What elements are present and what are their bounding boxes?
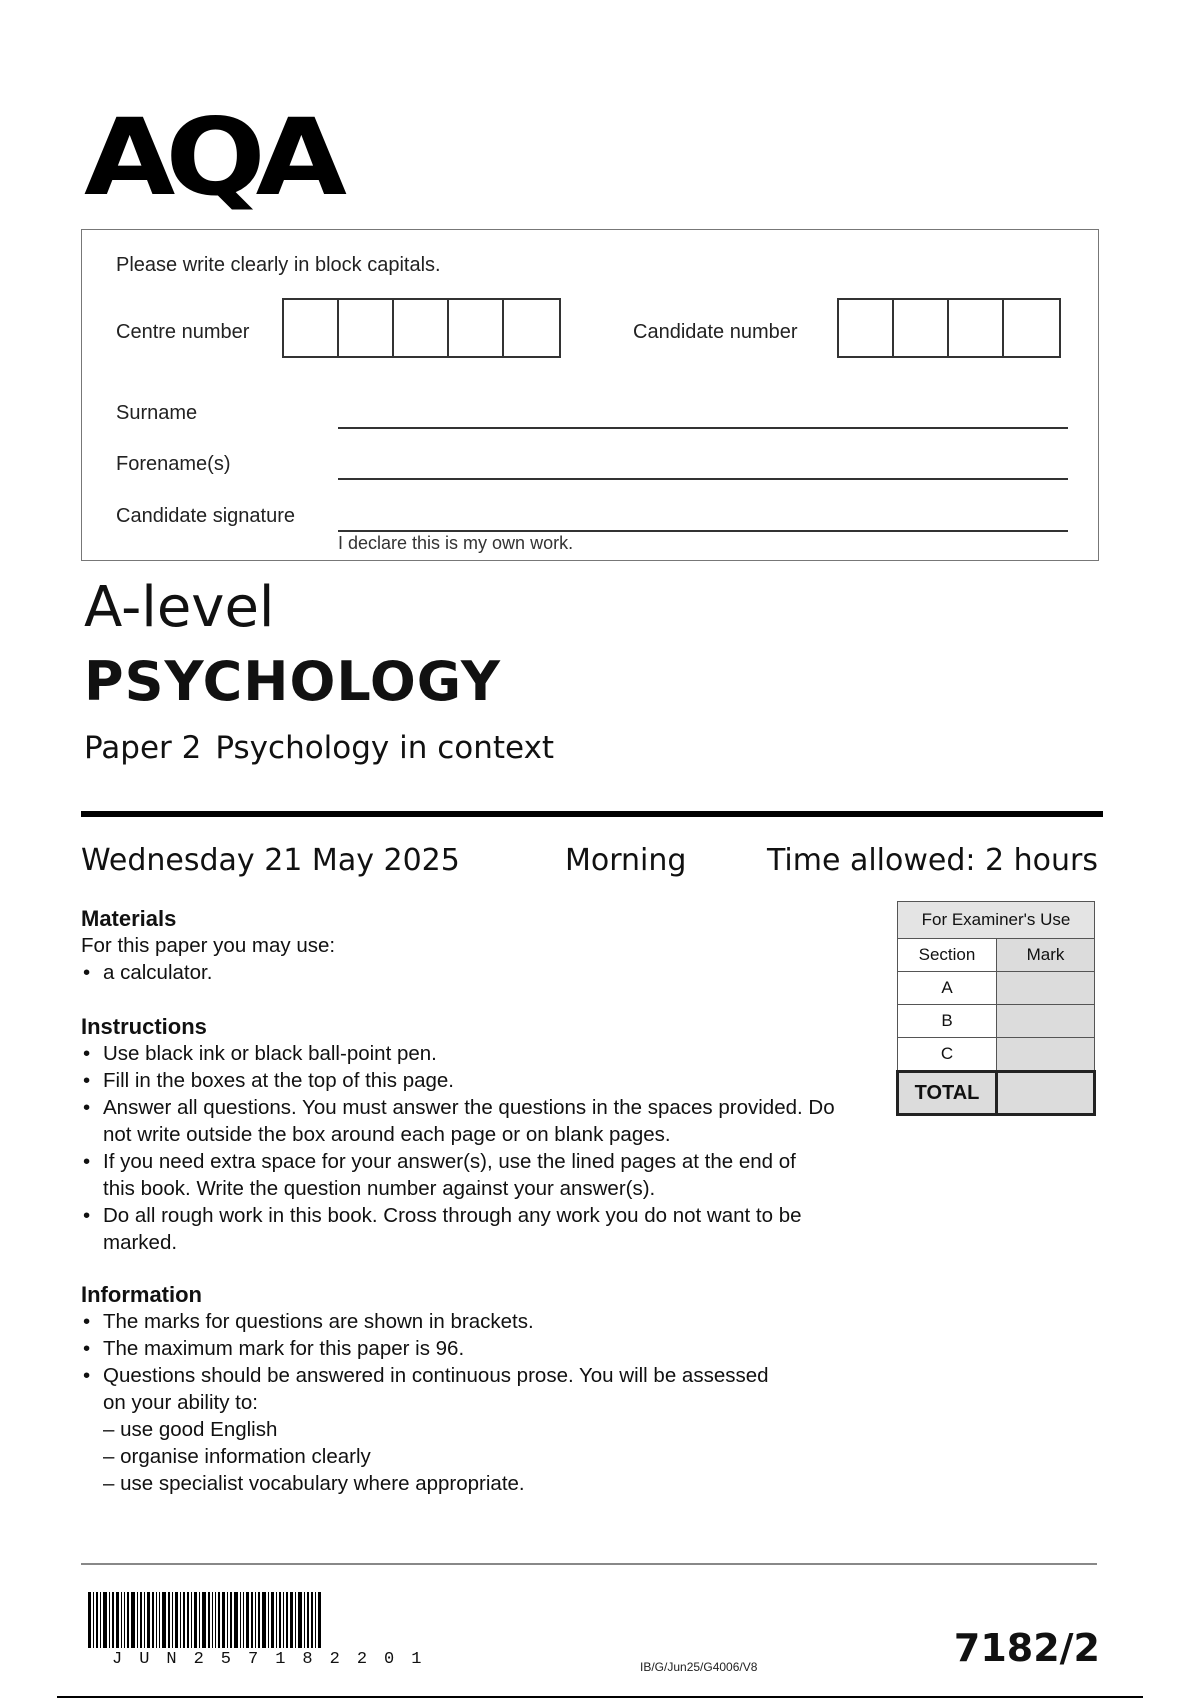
barcode-bar (199, 1592, 200, 1648)
qualification-level: A-level (84, 575, 275, 640)
footer-divider (81, 1563, 1097, 1565)
section-cell: C (898, 1038, 997, 1072)
barcode-bar (251, 1592, 253, 1648)
time-allowed: Time allowed: 2 hours (766, 843, 1098, 878)
information-item: • The marks for questions are shown in brackets. (81, 1308, 881, 1335)
barcode-bar (255, 1592, 256, 1648)
barcode-bar (230, 1592, 232, 1648)
page-bottom-rule (57, 1696, 1143, 1698)
barcode-bar (147, 1592, 150, 1648)
centre-number-label: Centre number (116, 321, 250, 343)
exam-session: Morning (565, 843, 687, 878)
barcode-bar (183, 1592, 185, 1648)
centre-number-cell[interactable] (449, 300, 504, 356)
instructions-section (81, 1013, 881, 1256)
barcode-bar (172, 1592, 173, 1648)
barcode-bar (311, 1592, 313, 1648)
information-item: • Questions should be answered in continuous prose. You will be assessed on your ability to: (81, 1362, 773, 1416)
centre-number-cell[interactable] (504, 300, 559, 356)
barcode-bar (212, 1592, 213, 1648)
mark-column-header: Mark (997, 939, 1095, 972)
instruction-item: • Fill in the boxes at the top of this page. (81, 1067, 881, 1094)
candidate-number-label: Candidate number (633, 321, 798, 343)
barcode (88, 1592, 470, 1648)
barcode-bar (279, 1592, 281, 1648)
barcode-bar (124, 1592, 125, 1648)
barcode-bar (268, 1592, 269, 1648)
barcode-bar (156, 1592, 157, 1648)
barcode-bar (295, 1592, 296, 1648)
paper-name: Psychology in context (215, 730, 555, 766)
barcode-bar (96, 1592, 98, 1648)
barcode-bar (315, 1592, 316, 1648)
block-capitals-instruction: Please write clearly in block capitals. (116, 254, 441, 276)
paper-title (84, 730, 568, 766)
materials-item: • a calculator. (81, 959, 881, 986)
examiner-use-table (896, 901, 1096, 1116)
barcode-bar (109, 1592, 110, 1648)
barcode-bar (246, 1592, 249, 1648)
section-cell: B (898, 1005, 997, 1038)
barcode-bar (286, 1592, 288, 1648)
barcode-bar (144, 1592, 145, 1648)
barcode-bar (168, 1592, 170, 1648)
total-label: TOTAL (898, 1072, 997, 1115)
barcode-bar (227, 1592, 228, 1648)
barcode-bar (88, 1592, 91, 1648)
section-cell: A (898, 972, 997, 1005)
forenames-field[interactable] (338, 478, 1068, 480)
paper-code: 7182/2 (953, 1626, 1100, 1670)
barcode-bar (271, 1592, 274, 1648)
barcode-bar (307, 1592, 309, 1648)
barcode-bar (240, 1592, 241, 1648)
barcode-bar (276, 1592, 277, 1648)
barcode-bar (191, 1592, 192, 1648)
barcode-bar (202, 1592, 206, 1648)
declaration-text: I declare this is my own work. (338, 533, 574, 553)
mark-cell (997, 1038, 1095, 1072)
barcode-bar (152, 1592, 154, 1648)
barcode-bar (262, 1592, 266, 1648)
barcode-bar (222, 1592, 225, 1648)
barcode-bar (283, 1592, 284, 1648)
barcode-bar (187, 1592, 189, 1648)
barcode-bar (180, 1592, 181, 1648)
information-item: • The maximum mark for this paper is 96. (81, 1335, 881, 1362)
barcode-bar (290, 1592, 293, 1648)
barcode-bar (131, 1592, 135, 1648)
centre-number-cell[interactable] (339, 300, 394, 356)
barcode-bar (258, 1592, 260, 1648)
subject-title: PSYCHOLOGY (84, 650, 502, 713)
barcode-bar (137, 1592, 138, 1648)
examiner-table-title: For Examiner's Use (898, 902, 1095, 939)
barcode-bar (298, 1592, 302, 1648)
aqa-logo: AQA (84, 95, 337, 220)
title-divider (81, 811, 1103, 817)
barcode-bar (159, 1592, 160, 1648)
candidate-number-cell[interactable] (1004, 300, 1059, 356)
instruction-item: • Answer all questions. You must answer the questions in the spaces provided. Do not write outside the box around each page or on blank pages. (81, 1094, 868, 1148)
section-column-header: Section (898, 939, 997, 972)
barcode-bar (103, 1592, 107, 1648)
information-section (81, 1281, 881, 1497)
document-reference: IB/G/Jun25/G4006/V8 (640, 1660, 758, 1674)
barcode-bar (194, 1592, 197, 1648)
signature-label: Candidate signature (116, 505, 296, 527)
instruction-item: • Use black ink or black ball-point pen. (81, 1040, 881, 1067)
barcode-bar (127, 1592, 129, 1648)
exam-date: Wednesday 21 May 2025 (81, 843, 460, 878)
surname-field[interactable] (338, 427, 1068, 429)
instruction-item: • Do all rough work in this book. Cross through any work you do not want to be marked. (81, 1202, 843, 1256)
barcode-bar (304, 1592, 305, 1648)
centre-number-cell[interactable] (284, 300, 339, 356)
barcode-bar (175, 1592, 178, 1648)
materials-heading: Materials (81, 906, 177, 931)
barcode-bar (93, 1592, 94, 1648)
barcode-bar (162, 1592, 166, 1648)
barcode-bar (121, 1592, 122, 1648)
instruction-item: • If you need extra space for your answer(s), use the lined pages at the end of this book. Write the question number against your answer(s). (81, 1148, 803, 1202)
centre-number-boxes[interactable] (282, 298, 561, 358)
information-subitem: – organise information clearly (103, 1445, 371, 1468)
barcode-bar (234, 1592, 238, 1648)
barcode-bar (112, 1592, 114, 1648)
materials-intro: For this paper you may use: (81, 934, 336, 957)
barcode-bar (243, 1592, 244, 1648)
forenames-label: Forename(s) (116, 453, 231, 475)
paper-number: Paper 2 (84, 730, 202, 766)
barcode-bar (215, 1592, 216, 1648)
candidate-number-cell[interactable] (949, 300, 1004, 356)
total-mark-cell (997, 1072, 1095, 1115)
mark-cell (997, 972, 1095, 1005)
candidate-number-boxes[interactable] (837, 298, 1061, 358)
barcode-bar (318, 1592, 321, 1648)
barcode-bar (140, 1592, 142, 1648)
information-subitem: – use good English (103, 1418, 278, 1441)
candidate-number-cell[interactable] (894, 300, 949, 356)
surname-label: Surname (116, 402, 198, 424)
barcode-bar (100, 1592, 101, 1648)
centre-number-cell[interactable] (394, 300, 449, 356)
candidate-number-cell[interactable] (839, 300, 894, 356)
mark-cell (997, 1005, 1095, 1038)
barcode-bar (218, 1592, 220, 1648)
information-subitem: – use specialist vocabulary where appropriate. (103, 1472, 525, 1495)
barcode-bar (116, 1592, 119, 1648)
instructions-heading: Instructions (81, 1014, 207, 1039)
candidate-details-box (81, 229, 1099, 561)
signature-field[interactable] (338, 530, 1068, 532)
information-heading: Information (81, 1282, 202, 1307)
barcode-number: JUN257182201 (112, 1650, 439, 1669)
materials-section (81, 905, 881, 986)
barcode-bar (208, 1592, 210, 1648)
